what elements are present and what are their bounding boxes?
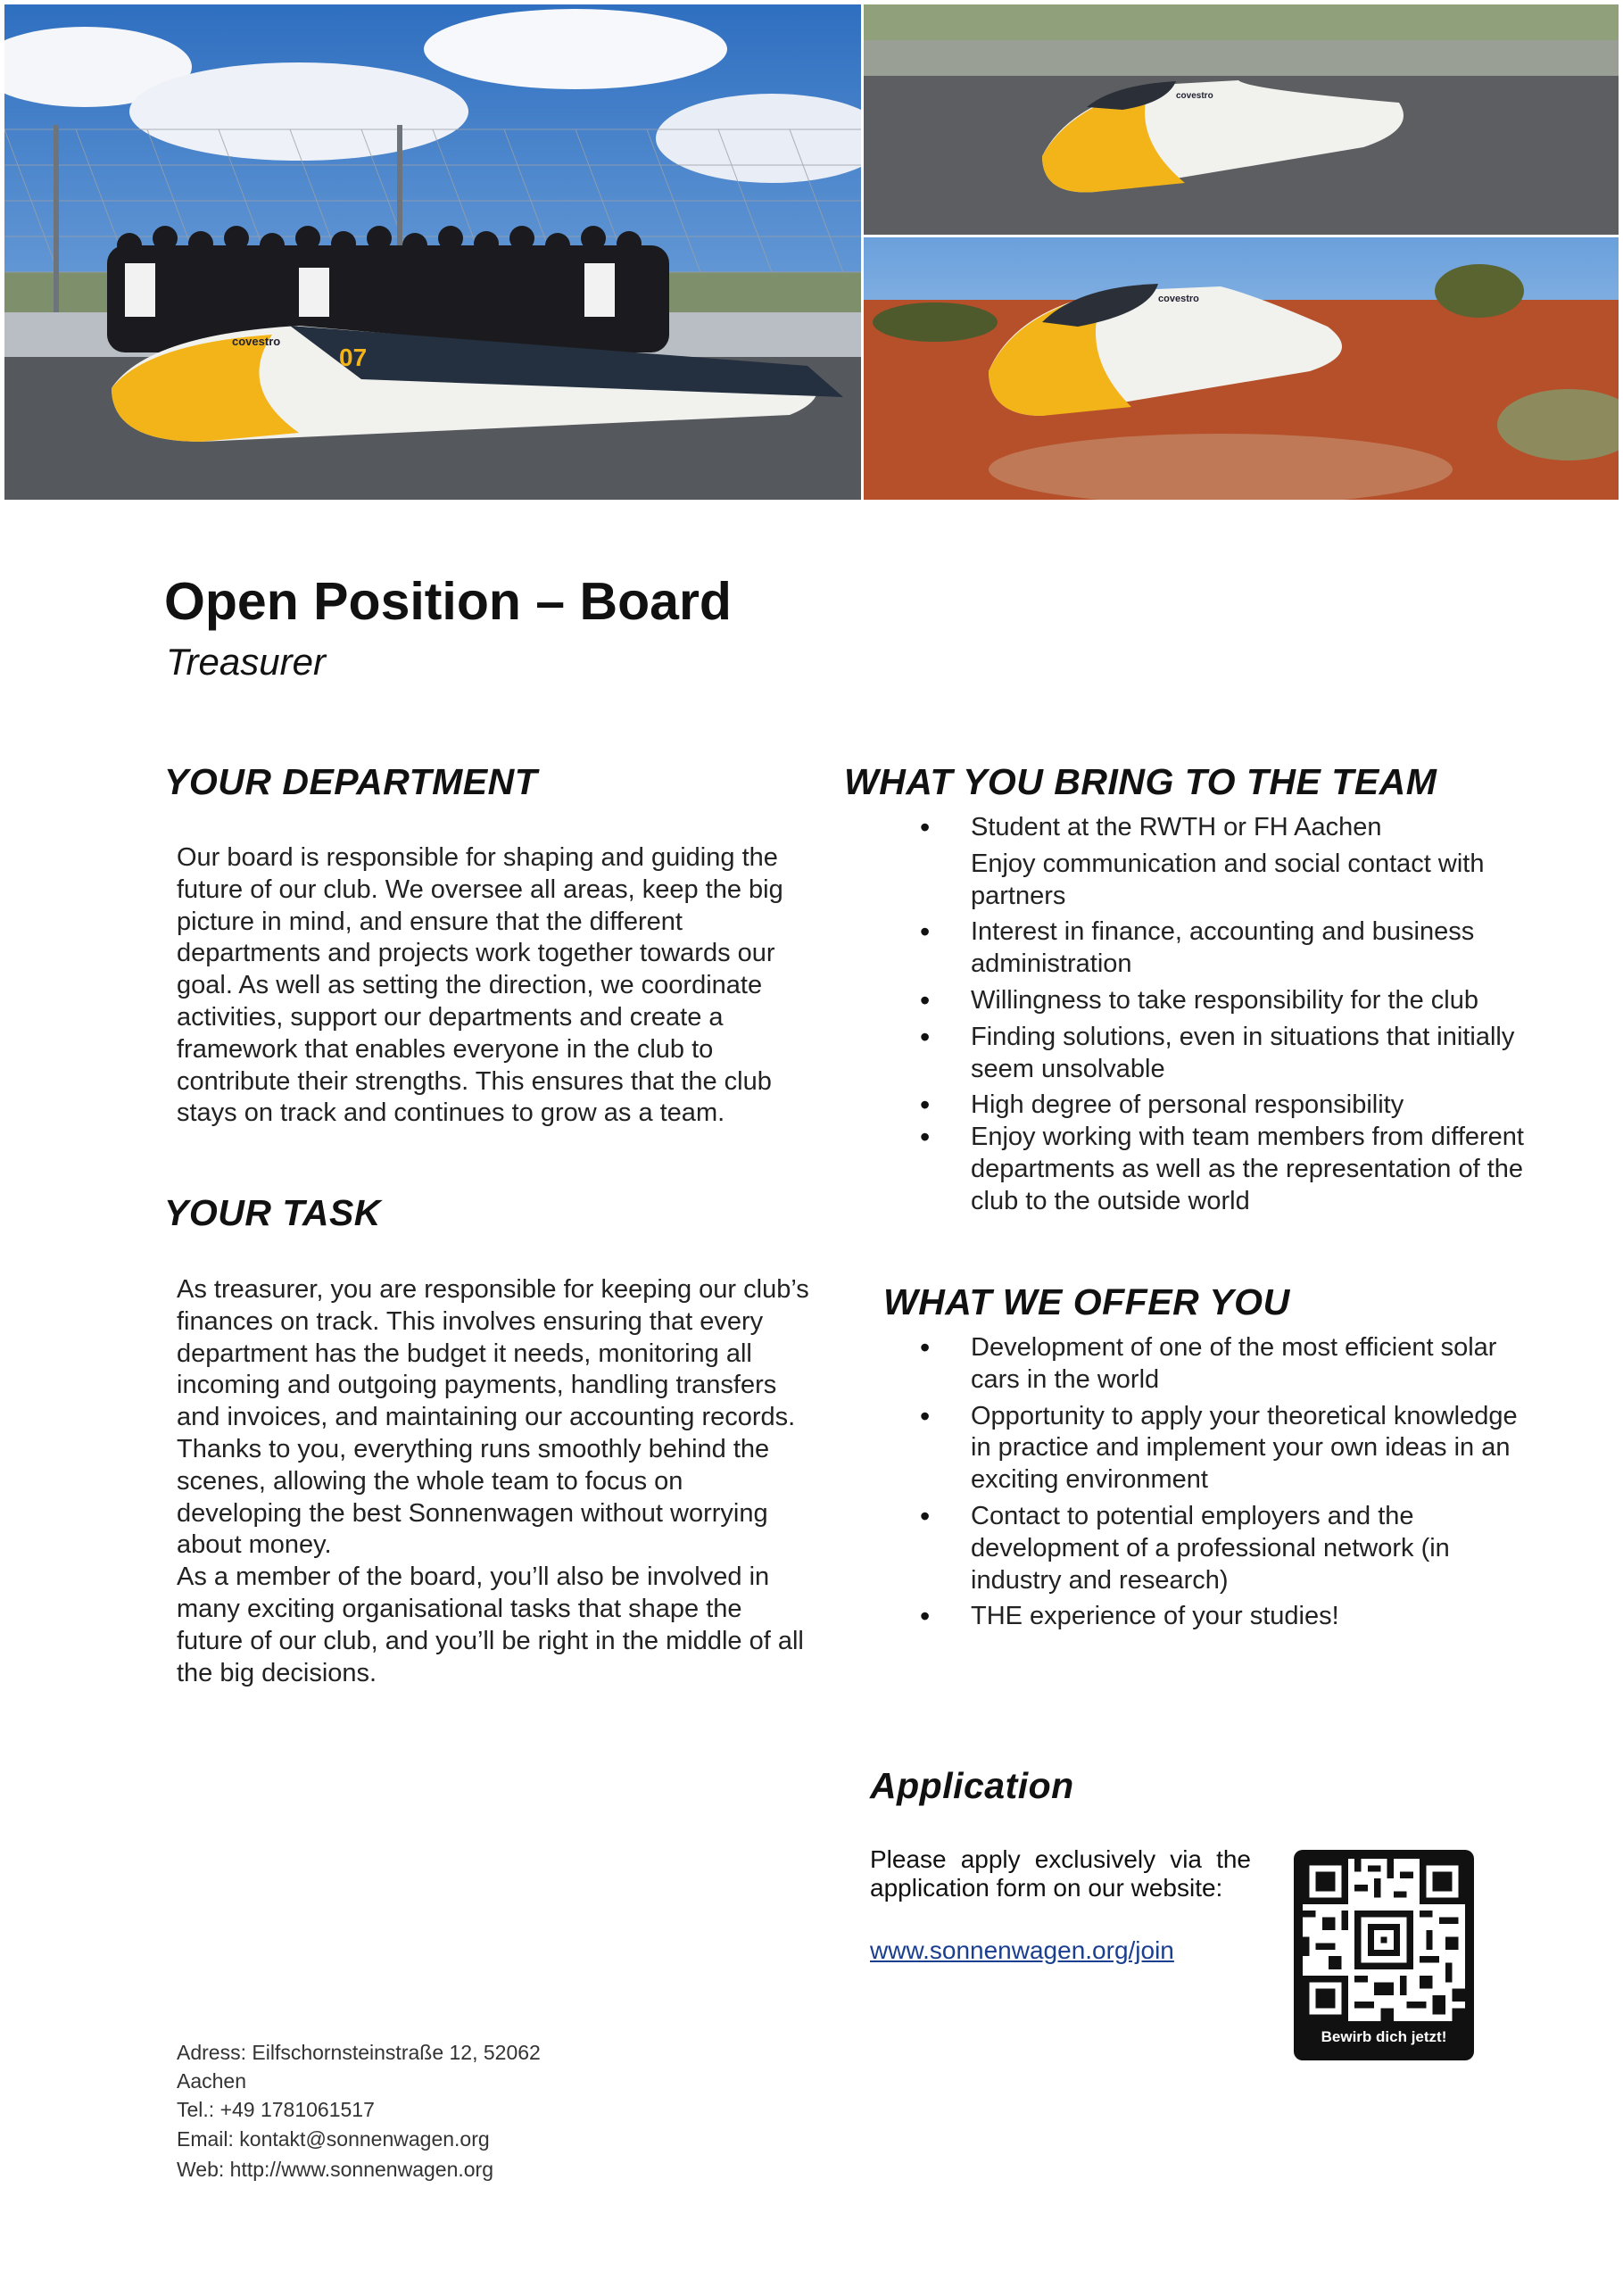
footer-email[interactable]: Email: kontakt@sonnenwagen.org <box>177 2127 490 2151</box>
footer-address: Adress: Eilfschornsteinstraße 12, 52062 Aachen <box>177 2041 541 2093</box>
car-sponsor-label: covestro <box>232 335 281 348</box>
car-number-label: 07 <box>339 344 368 371</box>
bullet-icon: • <box>920 1499 931 1532</box>
bullet-icon: • <box>920 1121 931 1154</box>
list-item: • Willingness to take responsibility for the club <box>920 983 1478 1016</box>
bring-list <box>920 811 1524 1223</box>
bullet-icon: • <box>920 983 931 1016</box>
department-heading: YOUR DEPARTMENT <box>164 761 538 802</box>
bring-heading: WHAT YOU BRING TO THE TEAM <box>844 761 1437 802</box>
task-text <box>177 1274 812 1689</box>
outback-photo <box>864 237 1619 500</box>
list-item: • THE experience of your studies! <box>920 1600 1339 1633</box>
bullet-icon: • <box>920 811 931 843</box>
track-photo <box>864 4 1619 235</box>
task-paragraph-2: As a member of the board, you’ll also be involved in many exciting organisational tasks that shape the future of our club, and you’ll be right in the middle of all the big decisions. <box>177 1562 804 1687</box>
position-subtitle: Treasurer <box>166 641 326 683</box>
bullet-icon: • <box>920 1600 931 1633</box>
bullet-icon: • <box>920 916 931 949</box>
department-text: Our board is responsible for shaping and guiding the future of our club. We oversee all areas, keep the big picture in mind, and ensure that the different departments and projects work together towards our goal. As well as setting the direction, we coordinate activities, support our departments and create a framework that enables everyone in the club to contribute their strengths. This ensures that the club stays on track and continues to grow as a team. <box>177 843 783 1128</box>
offer-heading: WHAT WE OFFER YOU <box>883 1281 1290 1322</box>
task-paragraph-1: As treasurer, you are responsible for keeping our club’s finances on track. This involves ensuring that every department has the budget it needs, monitoring all incoming and outgoing payments, handling transfers and invoices, and maintaining our accounting records. Thanks to you, everything runs smoothly behind the scenes, allowing the whole team to focus on developing the best Sonnenwagen without worrying about money. <box>177 1275 809 1560</box>
list-item: • Development of one of the most efficient solar cars in the world <box>920 1331 1497 1394</box>
qr-code-icon <box>1303 1859 1465 2021</box>
qr-code[interactable] <box>1294 1850 1474 2060</box>
page-title: Open Position – Board <box>164 572 732 631</box>
team-photo <box>4 4 861 500</box>
list-item: • Interest in finance, accounting and business administration <box>920 916 1475 979</box>
qr-caption: Bewirb dich jetzt! <box>1321 2028 1447 2045</box>
footer-phone: Tel.: +49 1781061517 <box>177 2098 375 2121</box>
footer-website[interactable]: Web: http://www.sonnenwagen.org <box>177 2158 494 2181</box>
car-sponsor-label: covestro <box>1158 294 1199 304</box>
list-item: • Contact to potential employers and the development of a professional network (in industry and research) <box>920 1499 1450 1595</box>
task-heading: YOUR TASK <box>164 1192 381 1233</box>
application-link[interactable]: www.sonnenwagen.org/join <box>870 1936 1174 1964</box>
bullet-icon: • <box>920 1331 931 1364</box>
list-item: • High degree of personal responsibility <box>920 1089 1404 1122</box>
offer-list <box>920 1331 1524 1637</box>
list-item: • Student at the RWTH or FH Aachen <box>920 811 1382 843</box>
list-item: Enjoy communication and social contact with partners <box>971 849 1485 910</box>
list-item: • Finding solutions, even in situations that initially seem unsolvable <box>920 1020 1515 1083</box>
car-sponsor-label: covestro <box>1176 91 1213 101</box>
application-text: Please apply exclusively via the application form on our website: <box>870 1845 1251 1902</box>
bullet-icon: • <box>920 1020 931 1053</box>
bullet-icon: • <box>920 1399 931 1432</box>
list-item: • Opportunity to apply your theoretical knowledge in practice and implement your own ideas in an exciting environment <box>920 1399 1518 1495</box>
bullet-icon: • <box>920 1089 931 1122</box>
application-heading: Application <box>870 1765 1074 1806</box>
list-item: • Enjoy working with team members from different departments as well as the representation of the club to the outside world <box>920 1121 1524 1215</box>
